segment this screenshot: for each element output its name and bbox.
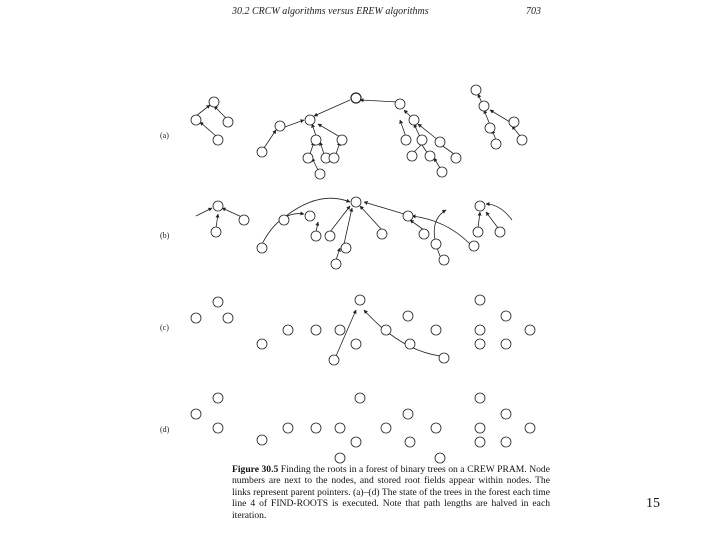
panel-c-nodes <box>191 295 535 365</box>
running-header: 30.2 CRCW algorithms versus EREW algorithms <box>232 6 429 17</box>
panel-label-a: (a) <box>160 131 169 140</box>
panel-b-nodes <box>211 197 505 269</box>
slide-number: 15 <box>646 496 660 511</box>
panel-label-b: (b) <box>160 231 170 240</box>
figure-caption <box>232 464 550 521</box>
panel-a-nodes <box>191 85 527 179</box>
panel-label-d: (d) <box>160 425 170 434</box>
caption-text: Finding the roots in a forest of binary trees on a CREW PRAM. Node numbers are next to the nodes, and stored root fields appear within nodes. The links represent parent pointers. (a)–(d) The state of the trees in the forest each time line 4 of FIND-ROOTS is executed. Note that path lengths are halved in each iteration. <box>232 464 550 521</box>
panel-b-edges <box>196 198 512 260</box>
panel-labels <box>160 131 170 434</box>
panel-d-nodes <box>191 393 535 463</box>
panel-label-c: (c) <box>160 323 169 332</box>
caption-label: Figure 30.5 <box>232 464 279 475</box>
panel-a-edges <box>196 94 520 170</box>
page-number: 703 <box>526 6 541 17</box>
